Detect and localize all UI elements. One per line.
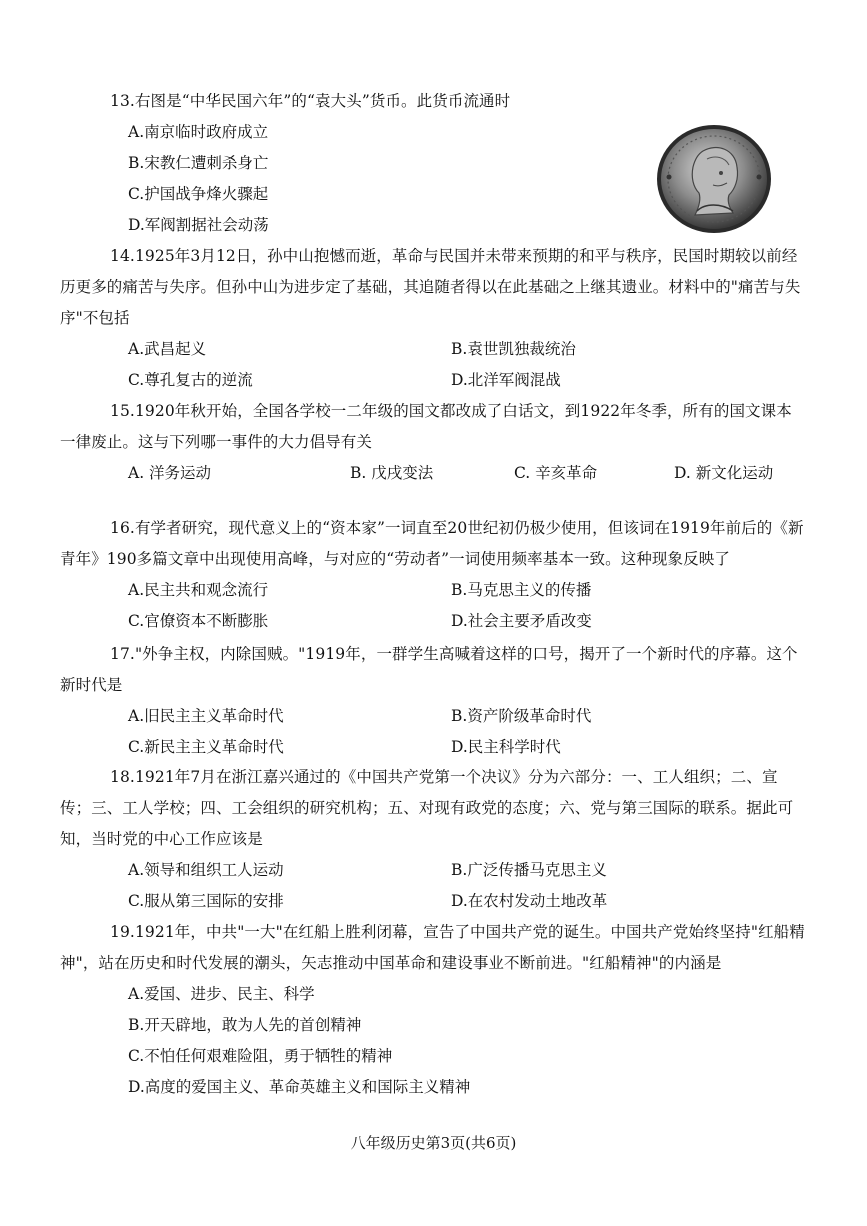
question-13-option-d: D.军阀割据社会动荡 xyxy=(128,216,269,234)
question-19-option-c: C.不怕任何艰难险阻，勇于牺牲的精神 xyxy=(128,1047,393,1065)
question-17 xyxy=(60,639,806,763)
question-17-option-a: A.旧民主主义革命时代 xyxy=(128,707,284,725)
question-17-stem: 17."外争主权，内除国贼。"1919年，一群学生高喊着这样的口号，揭开了一个新时代的序幕。这个新时代是 xyxy=(60,645,798,694)
page-footer: 八年级历史第3页(共6页) xyxy=(350,1134,517,1152)
question-18-option-a: A.领导和组织工人运动 xyxy=(128,861,284,879)
question-13-option-a: A.南京临时政府成立 xyxy=(128,123,269,141)
question-16-option-c: C.官僚资本不断膨胀 xyxy=(128,612,269,630)
question-16-option-b: B.马克思主义的传播 xyxy=(451,581,592,599)
question-17-option-c: C.新民主主义革命时代 xyxy=(128,738,284,756)
question-17-option-d: D.民主科学时代 xyxy=(451,738,561,756)
question-13-stem: 13.右图是“中华民国六年”的“袁大头”货币。此货币流通时 xyxy=(110,92,511,110)
question-16-options-row-2 xyxy=(60,606,806,637)
question-14-option-d: D.北洋军阀混战 xyxy=(451,371,561,389)
question-15-option-d: D. 新文化运动 xyxy=(674,464,774,482)
question-14-option-a: A.武昌起义 xyxy=(128,340,207,358)
question-18 xyxy=(60,762,806,917)
question-19-option-a: A.爱国、进步、民主、科学 xyxy=(128,985,315,1003)
question-13-option-b: B.宋教仁遭刺杀身亡 xyxy=(128,154,269,172)
question-19-option-d: D.高度的爱国主义、革命英雄主义和国际主义精神 xyxy=(128,1078,471,1096)
question-19 xyxy=(60,917,806,1103)
question-15-stem: 15.1920年秋开始，全国各学校一二年级的国文都改成了白话文，到1922年冬季，所有的国文课本一律废止。这与下列哪一事件的大力倡导有关 xyxy=(60,402,792,451)
question-17-options-row-1 xyxy=(60,701,806,732)
yuan-shikai-coin-icon xyxy=(655,123,773,235)
question-18-stem: 18.1921年7月在浙江嘉兴通过的《中国共产党第一个决议》分为六部分：一、工人组织；二、宣传；三、工人学校；四、工会组织的研究机构；五、对现有政党的态度；六、党与第三国际的联系。据此可知，当时党的中心工作应该是 xyxy=(60,768,794,848)
question-14-options-row-2 xyxy=(60,365,806,396)
question-16 xyxy=(60,513,806,637)
question-19-stem: 19.1921年，中共"一大"在红船上胜利闭幕，宣告了中国共产党的诞生。中国共产党始终坚持"红船精神"，站在历史和时代发展的潮头，矢志推动中国革命和建设事业不断前进。"红船精神"的内涵是 xyxy=(60,923,805,972)
question-14 xyxy=(60,241,806,396)
question-13-option-c: C.护国战争烽火骤起 xyxy=(128,185,269,203)
question-16-option-a: A.民主共和观念流行 xyxy=(128,581,269,599)
question-18-option-c: C.服从第三国际的安排 xyxy=(128,892,284,910)
question-18-option-b: B.广泛传播马克思主义 xyxy=(451,861,607,879)
question-19-option-b: B.开天辟地，敢为人先的首创精神 xyxy=(128,1016,362,1034)
question-15-option-b: B. 戊戌变法 xyxy=(350,464,434,482)
question-14-stem: 14.1925年3月12日，孙中山抱憾而逝，革命与民国并未带来预期的和平与秩序，民国时期较以前经历更多的痛苦与失序。但孙中山为进步定了基础，其追随者得以在此基础之上继其遗业。材料中的"痛苦与失序"不包括 xyxy=(60,247,801,327)
question-15-options-row xyxy=(60,458,806,489)
question-14-options-row-1 xyxy=(60,334,806,365)
question-17-option-b: B.资产阶级革命时代 xyxy=(451,707,592,725)
question-14-option-c: C.尊孔复古的逆流 xyxy=(128,371,253,389)
question-15-option-a: A. 洋务运动 xyxy=(128,464,212,482)
question-18-options-row-2 xyxy=(60,886,806,917)
question-18-options-row-1 xyxy=(60,855,806,886)
question-15 xyxy=(60,396,806,489)
question-17-options-row-2 xyxy=(60,732,806,763)
question-16-options-row-1 xyxy=(60,575,806,606)
question-15-option-c: C. 辛亥革命 xyxy=(514,464,598,482)
question-16-stem: 16.有学者研究，现代意义上的“资本家”一词直至20世纪初仍极少使用，但该词在1919年前后的《新青年》190多篇文章中出现使用高峰，与对应的“劳动者”一词使用频率基本一致。这种现象反映了 xyxy=(60,519,804,568)
question-18-option-d: D.在农村发动土地改革 xyxy=(451,892,608,910)
question-14-option-b: B.袁世凯独裁统治 xyxy=(451,340,576,358)
question-16-option-d: D.社会主要矛盾改变 xyxy=(451,612,592,630)
